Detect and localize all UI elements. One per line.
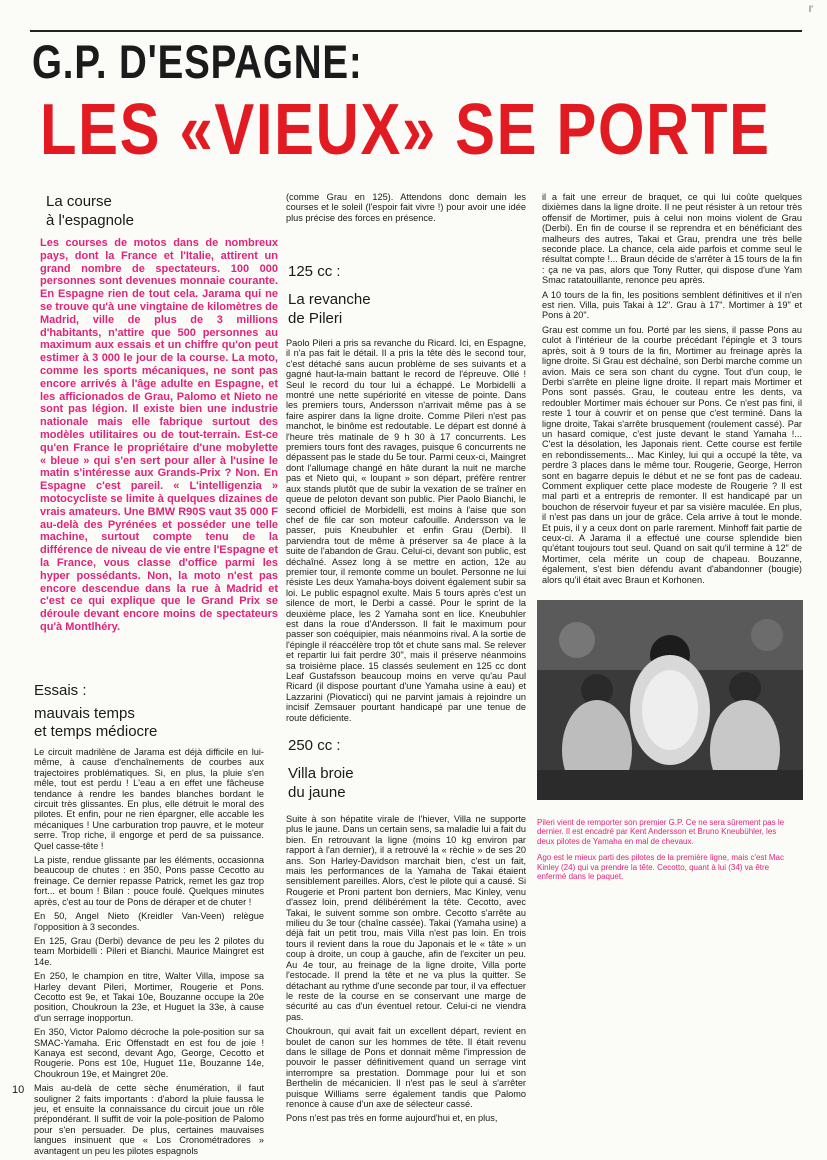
cc125-paragraph: Paolo Pileri a pris sa revanche du Ricard. Ici, en Espagne, il n'a pas fait le détail. Il a pris la tête dès le second tour, c'est détaché sans aucun problème de ses suivants et a gagné haut-la-main battant le record de l'épreuve. Ollé ! Seul le record du tour lui a échappé. Le Morbidelli a montré une nette supériorité en vitesse de pointe. Dans les premiers tours, Andersson n'arrivait même pas à se faire aspirer dans la ligne droite. Comme Pileri n'est pas manchot, le binôme est redoutable. Le départ est donné à l'heure très matinale de 9 h 30 à 17 concurrents. Les premiers tours font des ravages, puisque 6 concurrents ne dépassent pas le stade du 5e tour. Parmi ceux-ci, Maingret dont l'allumage changé en hâte durant la nuit ne marche pas et Nieto qui, « loupant » son départ, préfère rentrer aux stands plutôt que de subir la vexation de se traîner en queue de peloton devant son public. Pier Paolo Bianchi, le second officiel de Morbidelli, est moins à l'aise que son chef de file car son moteur cafouille. Andersson va le passer, puis Kneubuhler et enfin Grau (Derbi). Il parviendra tout de même à préserver sa 4e place à la suite de l'abandon de Grau. Celui-ci, devant son public, est déchaîné. Assez long à se mettre en action, 12e au premier tour, il remonte comme un boulet. Personne ne lui résiste Les deux Yamaha-boys doivent également subir sa loi. Le public espagnol exulte. Mais 5 tours après c'est un silence de mort, le Derbi a cassé. Pour le sprint de la deuxième place, les 2 Yamaha sont en lice. Kneubuhler est dans la roue d'Andersson. Il fait le maximum pour passer son coéquipier, mais néanmoins rival. A la sortie de l'épingle il réaccélère trop tôt et chute sans mal. Se relever et repartir lui fait perdre 30", mais il préserve néanmoins sa troisième place. 15 classés seulement en 125 cc dont Leaf Gustafsson beaucoup moins en verve qu'au Paul Ricard (il dispose pourtant d'une Yamaha usine à eau) et Lazzarini (Piovaticci) qui ne parvint jamais à rejoindre un incisif Zemsauer pourtant handicapé par une tenue de route déficiente. [286, 338, 526, 723]
essais-heading: Essais : [34, 682, 87, 699]
cc125-subheading-line2: de Pileri [288, 310, 343, 327]
lead-heading-line2: à l'espagnole [46, 212, 134, 229]
photo-illustration [537, 600, 803, 800]
lead-heading-line1: La course [46, 193, 112, 210]
essais-subheading-line2: et temps médiocre [34, 723, 158, 740]
col3-paragraph: il a fait une erreur de braquet, ce qui lui coûte quelques dixièmes dans la ligne droite. Il ne peut résister à un retour très offensif de Mortimer, puis à celui non moins violent de Grau (Derbi). En fin de course il se reprendra et en bénéficiant des malheurs des autres, Takai et Grau, prendra une très belle seconde place. La chance, cela aide parfois et comme seul le résultat compte !... Braun décide de s'arrêter à 15 tours de la fin : ça ne va pas, alors que Tony Rutter, qui dispose d'une Yam Smac ratatouillante, renonce peu après. [542, 192, 802, 286]
essais-paragraph: Mais au-delà de cette sèche énumération, il faut souligner 2 faits importants : d'abord la pluie faussa le jeu, et ensuite la connaissance du circuit joue un rôle prépondérant. Il suffit de voir la pole-position de Palomo pour s'en persuader. De plus, certaines mauvaises langues insinuent que « Los Cronométradores » avantagent un peu les pilotes espagnols [34, 1083, 264, 1156]
lead-heading [46, 192, 134, 230]
podium-photo [537, 600, 803, 800]
corner-mark: I' [808, 4, 813, 14]
caption-paragraph: Ago est le mieux parti des pilotes de la première ligne, mais c'est Mac Kinley (24) qui va prendre la tête. Cecotto, quant à lui (34) va être enfermé dans le paquet. [537, 853, 784, 882]
cc250-subheading-line1: Villa broie [288, 765, 354, 782]
caption-paragraph: Pileri vient de remporter son premier G.P. Ce ne sera sûrement pas le dernier. Il est encadré par Kent Andersson et Bruno Kneubühler, les deux pilotes de Yamaha en mal de chevaux. [537, 818, 785, 846]
photo-caption [537, 818, 795, 888]
headline-line2: LES «VIEUX» SE PORTE [40, 90, 771, 170]
cc125-subheading-line1: La revanche [288, 291, 371, 308]
cc250-paragraph: Pons n'est pas très en forme aujourd'hui et, en plus, [286, 1113, 498, 1124]
cc125-subheading [288, 290, 371, 328]
essais-paragraph: En 50, Angel Nieto (Kreidler Van-Veen) relègue l'opposition à 3 secondes. [34, 911, 264, 932]
cc125-heading: 125 cc : [288, 263, 341, 280]
essais-paragraph: Le circuit madrilène de Jarama est déjà difficile en lui-même, à cause d'enchaînements de courbes aux trajectoires problématiques. Si, en plus, la pluie s'en mêle, tout est perdu ! L'eau a en effet une fâcheuse tendance à rendre les bandes blanches bordant le circuit très glissantes. En plus, elle détruit le moral des pilotes. Et enfin, pour ne rien épargner, elle accable les mécaniques ! Une carburation trop pauvre, et le moteur serre. Trop riche, il engorge et perd de sa puissance. Quel casse-tête ! [34, 747, 264, 851]
intro-paragraph: Les courses de motos dans de nombreux pays, dont la France et l'Italie, attirent un grand nombre de spectateurs. 100 000 personnes sont devenues monnaie courante. En Espagne rien de tout cela. Jarama qui ne se trouve qu'à une vingtaine de kilomètres de Madrid, ville de plus de 3 millions d'habitants, n'attire que 500 personnes au maximum aux essais et un chiffre qu'on peut estimer à 3 000 le jour de la course. La moto, comme les sports mécaniques, ne sont pas encore arrivés à l'âge adulte en Espagne, et les afficionados de Grau, Palomo et Nieto ne sont pas légion. Il existe bien une industrie nationale mais elle fabrique surtout des modèles utilitaires ou de tout-terrain. Est-ce qu'en France le propriétaire d'une mobylette « bleue » qui s'en sert pour aller à l'usine le matin s'intéresse aux Grands-Prix ? Non. En Espagne c'est pareil. « L'intelligenzia » motocycliste se limite à quelques dizaines de vrais amateurs. Une BMW R90S vaut 35 000 F au-delà des Pyrénées et posséder une telle machine, surtout compte tenu de la différence de niveau de vie entre l'Espagne et la France, vous classe d'office parmi les hyper possédants. Non, la moto n'est pas encore descendue dans la rue à Madrid et c'est ce qui explique que le Grand Prix se déroule devant encore moins de spectateurs qu'à Montlhéry. [40, 237, 278, 633]
page-number: 10 [12, 1084, 25, 1096]
essais-paragraph: En 125, Grau (Derbi) devance de peu les 2 pilotes du team Morbidelli : Pileri et Bianchi. Maurice Maingret est 14e. [34, 935, 264, 967]
cc250-paragraph: Suite à son hépatite virale de l'hiever, Villa ne supporte plus le jaune. Dans un certain sens, sa maladie lui a fait du bien. En retrouvant la ligne (moins 10 kg environ par rapport à l'an dernier), il a retrouvé la « rèchie » de ses 20 ans. Son Harley-Davidson marchait bien, c'est un fait, mais les performances de la Yamaha de Takai étaient sensiblement pareilles. Alors, c'est le pilote qui a causé. Si Rougerie et Proni partent bon derniers, Mac Kinley, venu d'assez loin, prend délibérément la tête. Cecotto, avec Takai, le suivent somme son ombre. Cecotto s'arrête au milieu du 3e tour (chaîne cassée). Takai (Yamaha usine) a déjà fait un petit trou, mais Villa n'est pas loin. En trois tours il revient dans la roue du Japonais et le « tâte » un coup à droite, un coup à gauche, afin de l'exciter un peu. Au 4e tour, au freinage de la ligne droite, Villa porte l'estocade. Il prend la tête et ne va plus la quitter. Se détachant au rythme d'une seconde par tour, il va effectuer le reste de la course en se conservant une marge de sécurité au cas d'un éventuel retour. Celui-ci ne viendra pas. [286, 814, 526, 1022]
cc125-body [286, 338, 526, 727]
col3-paragraph: A 10 tours de la fin, les positions semblent définitives et il n'en est rien. Villa, puis Takai à 12". Grau à 17". Mortimer à 19" et Pons à 20". [542, 289, 802, 321]
col3-body [542, 192, 802, 589]
essais-paragraph: La piste, rendue glissante par les éléments, occasionna beaucoup de chutes : en 350, Pons passe Cecotto au freinage. Ce dernier repasse Patrick, remet les gaz trop fort... et boum ! Bilan : pouce foulé. Quelques minutes après, c'est au tour de Pons de déraper et de chuter ! [34, 855, 264, 907]
essais-body [34, 747, 264, 1160]
essais-paragraph: En 250, le champion en titre, Walter Villa, impose sa Harley devant Pileri, Mortimer, Rougerie et Pons. Cecotto est 9e, et Takai 10e, Bouzanne occupe la 20e position, Choukroun la 23e, et Huguet la 33e, à cause d'un serrage inopportun. [34, 971, 264, 1023]
essais-subheading [34, 705, 157, 741]
cc250-subheading-line2: du jaune [288, 784, 346, 801]
top-rule [30, 30, 802, 32]
col3-paragraph: Grau est comme un fou. Porté par les siens, il passe Pons au culot à l'intérieur de la courbe précédant l'épingle et 3 tours après, soit à 9 tours de la fin, Mortimer au freinage après la ligne droite. Si Grau est déchaîné, son Derbi marche comme un avion. Mais ce sera son chant du cygne. Tout d'un coup, le Derbi s'arrête en pleine ligne droite. Il repart mais Mortimer et Pons sont passés. Grau, le couteau entre les dents, va redoubler Mortimer mais échouer sur Pons. Ce n'est pas fini, il reste 1 tour à couvrir et on pense que c'est terminé. Dans la ligne droite, Takai s'arrête brusquement (roulement cassé). Par un hasard comique, c'est juste devant le stand Yamaha !... C'est la désolation, les Japonais rient. Cette course est fertile en rebondissements... Mac Kinley, lui qui a occupé la tête, va perdre 3 places dans le même tour. Rougerie, George, Herron sont en bagarre depuis le début et ne se font pas de cadeau. Comment expliquer cette place modeste de Rougerie ? Il est mal parti et a entrepris de remonter. Il est handicapé par un bouchon de réservoir fuyeur et par sa visière maculée. En plus, il n'est pas dans un jour de grâce. Cela arrive à tout le monde. Et puis, il y a ceux dont on parle rarement. Minhoff fait partie de ceux-ci. A Jarama il a effectué une course splendide bien qu'étant toujours tout seul. Quand on sait qu'il termine à 12" de Mortimer, cela mérite un coup de chapeau. Bouzanne, également, s'est bien défendu avant d'abandonner (bougie) alors qu'il était avec Braun et Korhonen. [542, 324, 802, 585]
headline-line1: G.P. D'ESPAGNE: [32, 35, 363, 88]
cc250-paragraph: Choukroun, qui avait fait un excellent départ, revient en boulet de canon sur les hommes de tête. Il était revenu dans le sillage de Pons et donnait même l'impression de pouvoir le passer définitivement quand un serrage vint interrompre sa prestation. Dommage pour lui et son Berthelin de mécanicien. Il n'est pas le seul à s'arrêter puisque Williams serre également tandis que Palomo renonce à cause d'un axe de sélecteur cassé. [286, 1026, 526, 1109]
col2-top-paragraph: (comme Grau en 125). Attendons donc demain les courses et le soleil (l'espoir fait vivre !) pour avoir une idée plus précise des forces en présence. [286, 192, 526, 223]
cc250-body [286, 814, 526, 1128]
cc250-heading: 250 cc : [288, 737, 341, 754]
essais-subheading-line1: mauvais temps [34, 705, 135, 722]
essais-paragraph: En 350, Victor Palomo décroche la pole-position sur sa SMAC-Yamaha. Eric Offenstadt en est fou de joie ! Kanaya est second, devant Ago, George, Cecotto et Rougerie. Pons est 10e, Huguet 11e, Bouzanne 14e, Choukroun 19e, et Maingret 20e. [34, 1027, 264, 1079]
cc250-subheading [288, 764, 354, 802]
